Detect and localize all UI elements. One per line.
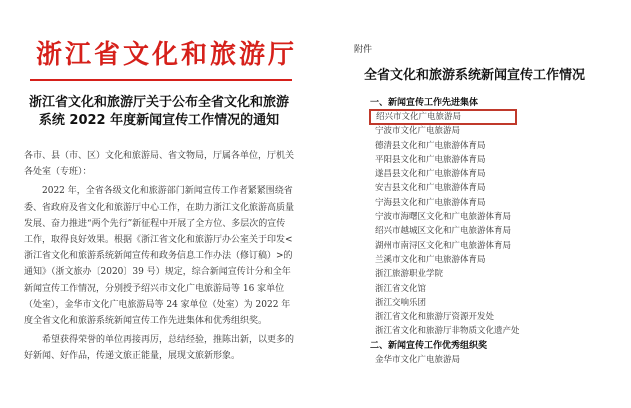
list-item: 宁波市海曙区文化和广电旅游体育局 bbox=[375, 212, 512, 223]
list-item: 浙江省文化和旅游厅资源开发处 bbox=[375, 312, 495, 323]
main-paragraph: 2022 年，全省各级文化和旅游部门新闻宣传工作者紧紧围绕省委、省政府及省文化和旅游厅中心工作，在助力浙江文化旅游高质量发展、奋力推进“两个先行”新征程中开展了全方位、多层次的宣传工作，取得良好效果。根据《浙江省文化和旅游厅办公室关于印发<浙江省文化和旅游系统新闻宣传和政务信息工作办法（修订稿）>的通知》（浙文旅办〔2020〕39 号）规定，综合新闻宣传计分和全年新闻宣传工作情况，分别授予绍兴市文化广电旅游局等 16 家单位（处室），金华市文化广电旅游局等 24 家单位（处室）为 2022 年度全省文化和旅游系统新闻宣传工作先进集体和优秀组织奖。 bbox=[24, 186, 295, 327]
closing-paragraph: 希望获得荣誉的单位再接再厉，总结经验，推陈出新，以更多的好新闻、好作品，传递文旅正能量，展现文旅新形象。 bbox=[24, 335, 295, 362]
letterhead-red-rule bbox=[30, 79, 292, 81]
list-item: 宁海县文化和广电旅游体育局 bbox=[375, 197, 486, 208]
list-item: 兰溪市文化和广电旅游体育局 bbox=[375, 254, 486, 265]
list-item: 金华市文化广电旅游局 bbox=[375, 354, 461, 365]
list-item: 浙江交响乐团 bbox=[375, 297, 427, 308]
list-item: 安吉县文化和广电旅游体育局 bbox=[375, 183, 486, 194]
attachment-title: 全省文化和旅游系统新闻宣传工作情况 bbox=[363, 68, 585, 83]
notice-body bbox=[24, 148, 294, 365]
list-item: 宁波市文化广电旅游局 bbox=[375, 126, 461, 137]
attachment-page bbox=[318, 0, 631, 408]
awardee-list bbox=[370, 96, 610, 367]
list-item: 浙江旅游职业学院 bbox=[375, 269, 444, 280]
list-item: 平阳县文化和广电旅游体育局 bbox=[375, 154, 486, 165]
letterhead-title: 浙江省文化和旅游厅 bbox=[36, 40, 298, 70]
attachment-label: 附件 bbox=[354, 45, 373, 55]
list-item: 遂昌县文化和广电旅游体育局 bbox=[375, 169, 486, 180]
list-item-highlighted: 绍兴市文化广电旅游局 bbox=[370, 110, 516, 124]
list-item: 绍兴市越城区文化和广电旅游体育局 bbox=[375, 226, 512, 237]
list-item: 德清县文化和广电旅游体育局 bbox=[375, 140, 486, 151]
notice-title-line-1: 浙江省文化和旅游厅关于公布全省文化和旅游 bbox=[28, 95, 289, 110]
notice-title bbox=[24, 94, 294, 130]
list-item: 湖州市南浔区文化和广电旅游体育局 bbox=[375, 240, 512, 251]
section-heading-excellent-organization: 二、新闻宣传工作优秀组织奖 bbox=[370, 340, 488, 351]
list-item: 浙江省文化和旅游厅非物质文化遗产处 bbox=[375, 326, 520, 337]
notice-title-line-2: 系统 2022 年度新闻宣传工作情况的通知 bbox=[38, 113, 280, 128]
list-item: 浙江省文化馆 bbox=[375, 283, 427, 294]
salutation-paragraph: 各市、县（市、区）文化和旅游局、省文物局，厅属各单位，厅机关各处室（专班）： bbox=[24, 151, 295, 178]
section-heading-advanced-collectives: 一、新闻宣传工作先进集体 bbox=[370, 98, 479, 108]
